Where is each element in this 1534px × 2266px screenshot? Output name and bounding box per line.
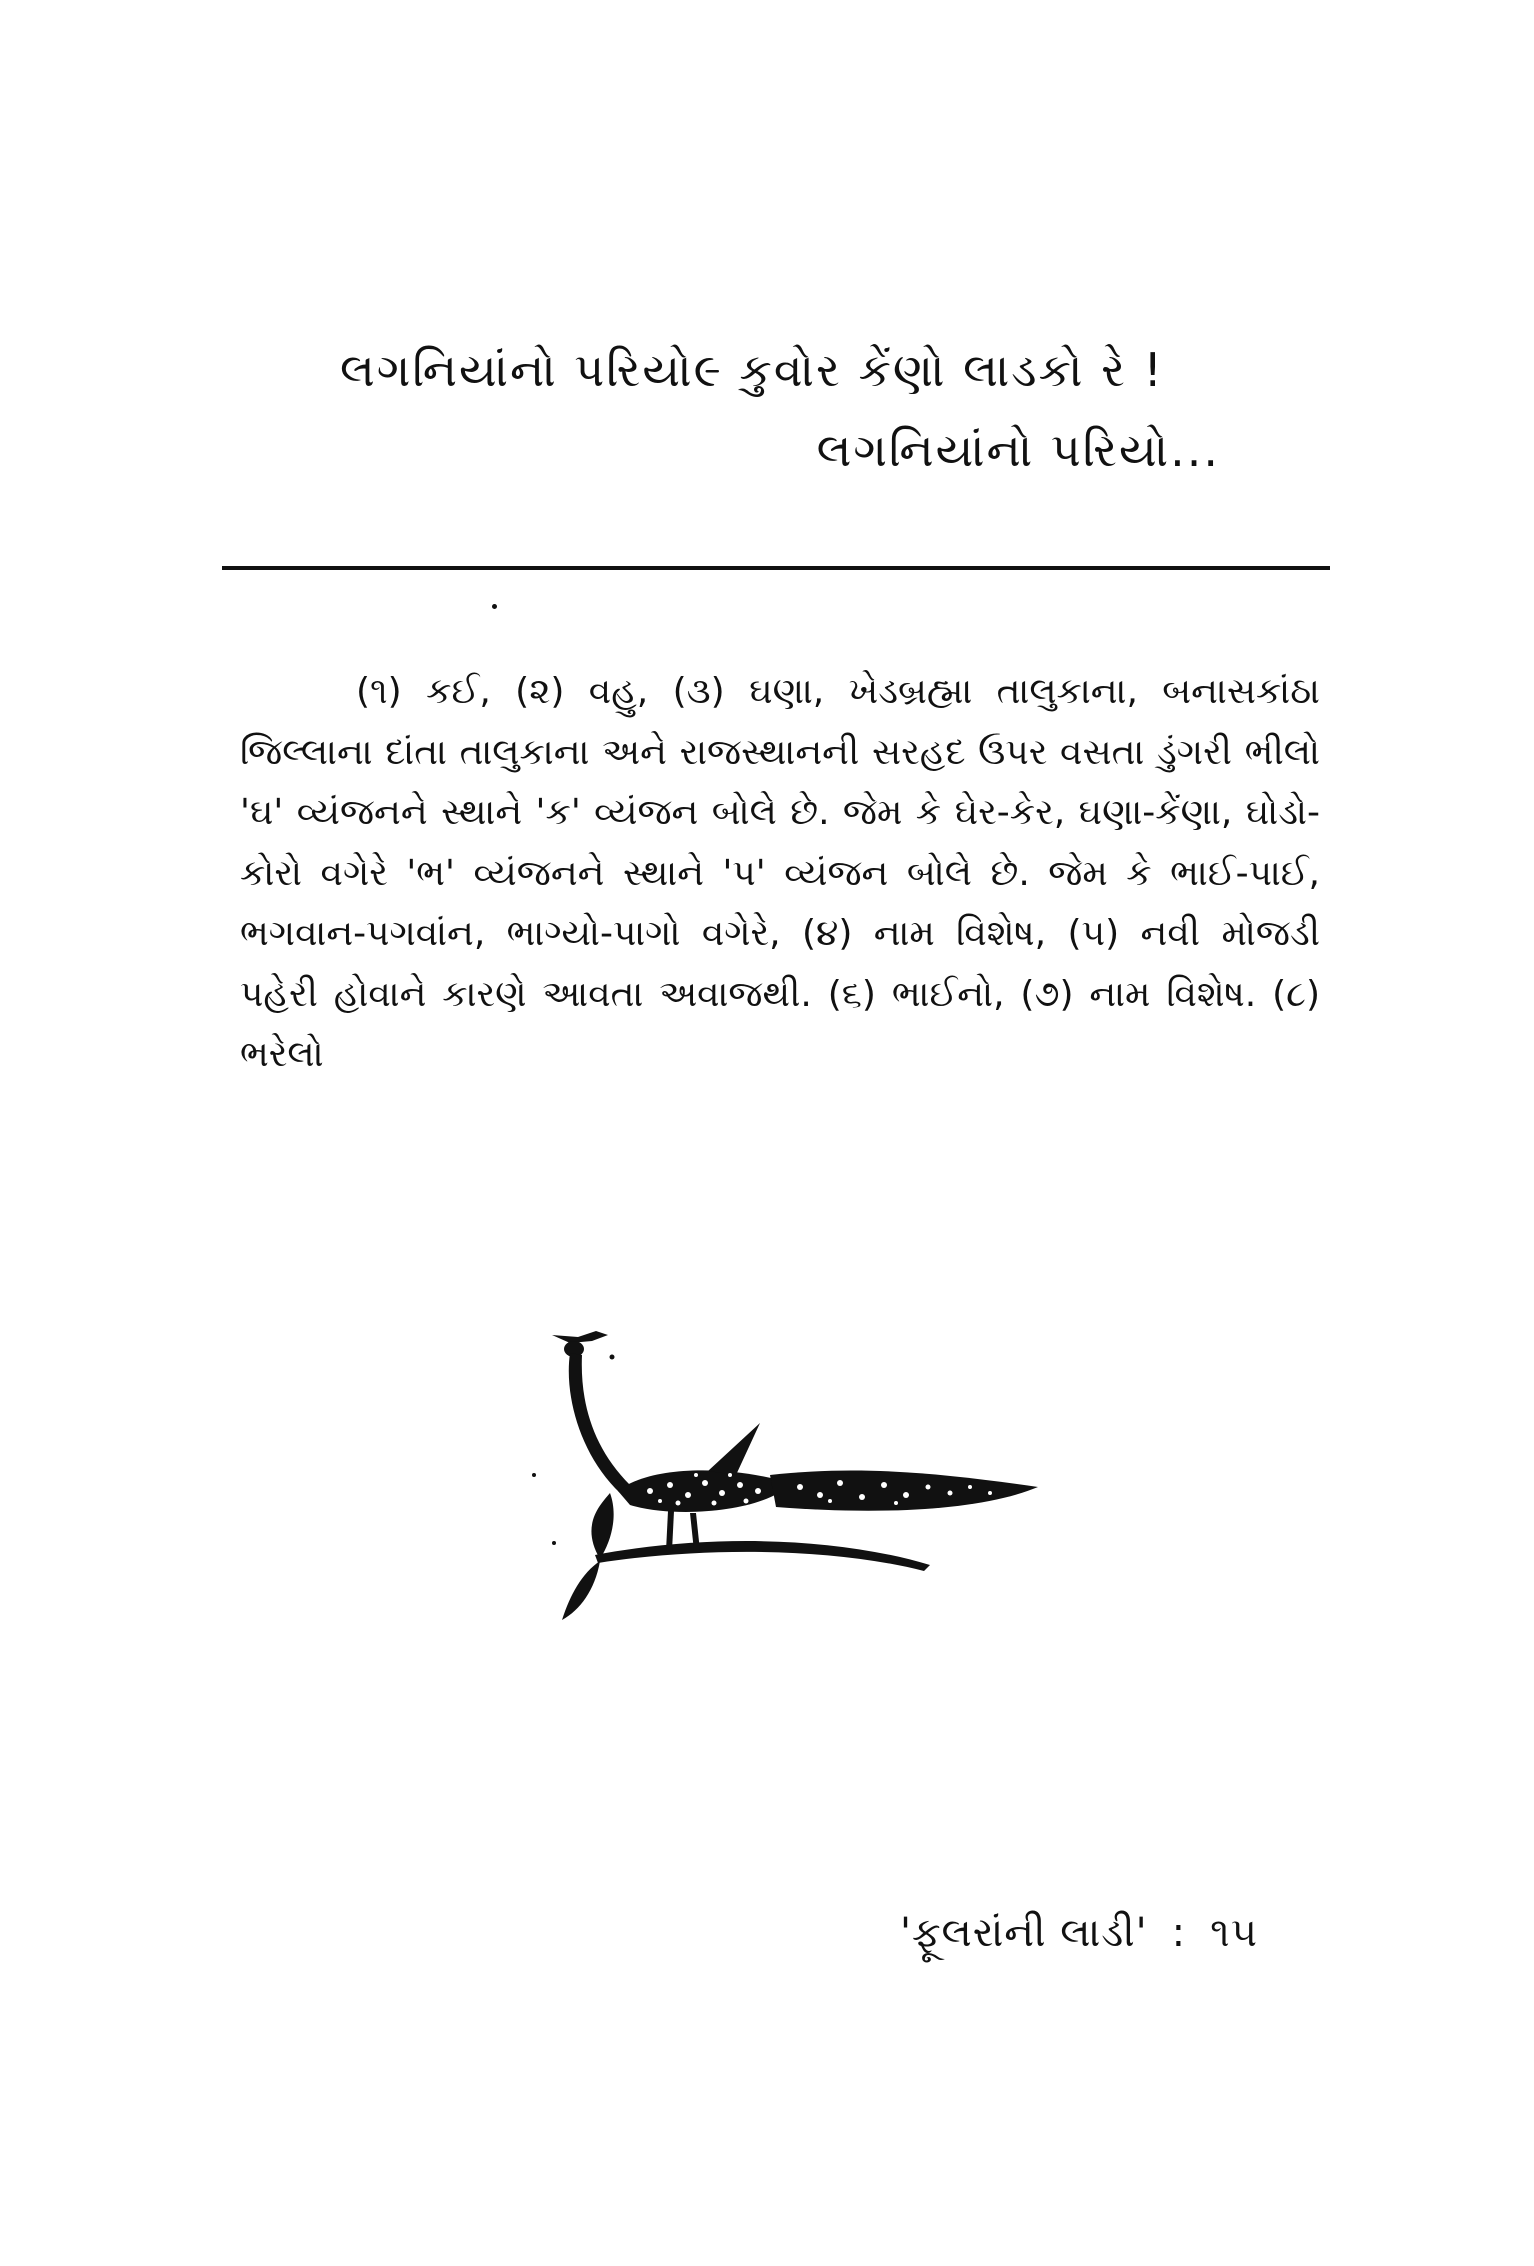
page-number: ૧૫ [1210, 1910, 1259, 1956]
peacock-crest [552, 1331, 608, 1343]
book-title: 'ફૂલરાંની લાડી' [900, 1910, 1148, 1956]
peacock-illustration [500, 1315, 1100, 1635]
verse-block [340, 330, 1240, 490]
footer-separator: : [1171, 1910, 1187, 1956]
peacock-body [618, 1470, 790, 1512]
leaf-lower [562, 1561, 600, 1620]
page-footer [900, 1905, 1280, 1961]
peacock-neck [569, 1353, 630, 1493]
verse-line-2: લગનિયાંનો પરિયો... [816, 423, 1220, 477]
ink-speck [492, 604, 497, 609]
branch [595, 1541, 930, 1571]
leaf-upper [591, 1493, 613, 1559]
footnotes-paragraph: (૧) કઈ, (૨) વહુ, (૩) ઘણા, ખેડબ્રહ્મા તાલુકાના, બનાસકાંઠા જિલ્લાના દાંતા તાલુકાના અને રાજસ્થાનની સરહદ ઉપર વસતા ડુંગરી ભીલો 'ઘ' વ્યંજનને સ્થાને 'ક' વ્યંજન બોલે છે. જેમ કે ઘેર-કેર, ઘણા-કેંણા, ઘોડો-કોરો વગેરે 'ભ' વ્યંજનને સ્થાને 'પ' વ્યંજન બોલે છે. જેમ કે ભાઈ-પાઈ, ભગવાન-પગવાંન, ભાગ્યો-પાગો વગેરે, (૪) નામ વિશેષ, (૫) નવી મોજડી પહેરી હોવાને કારણે આવતા અવાજથી. (૬) ભાઈનો, (૭) નામ વિશેષ. (૮) ભરેલો [240, 671, 1320, 1075]
section-divider [222, 566, 1330, 570]
peacock-plume [708, 1423, 760, 1475]
verse-line-1: લગનિયાંનો પરિયો૯ કુવોર કેંણો લાડકો રે ! [340, 343, 1164, 397]
peacock-tail [770, 1471, 1038, 1511]
